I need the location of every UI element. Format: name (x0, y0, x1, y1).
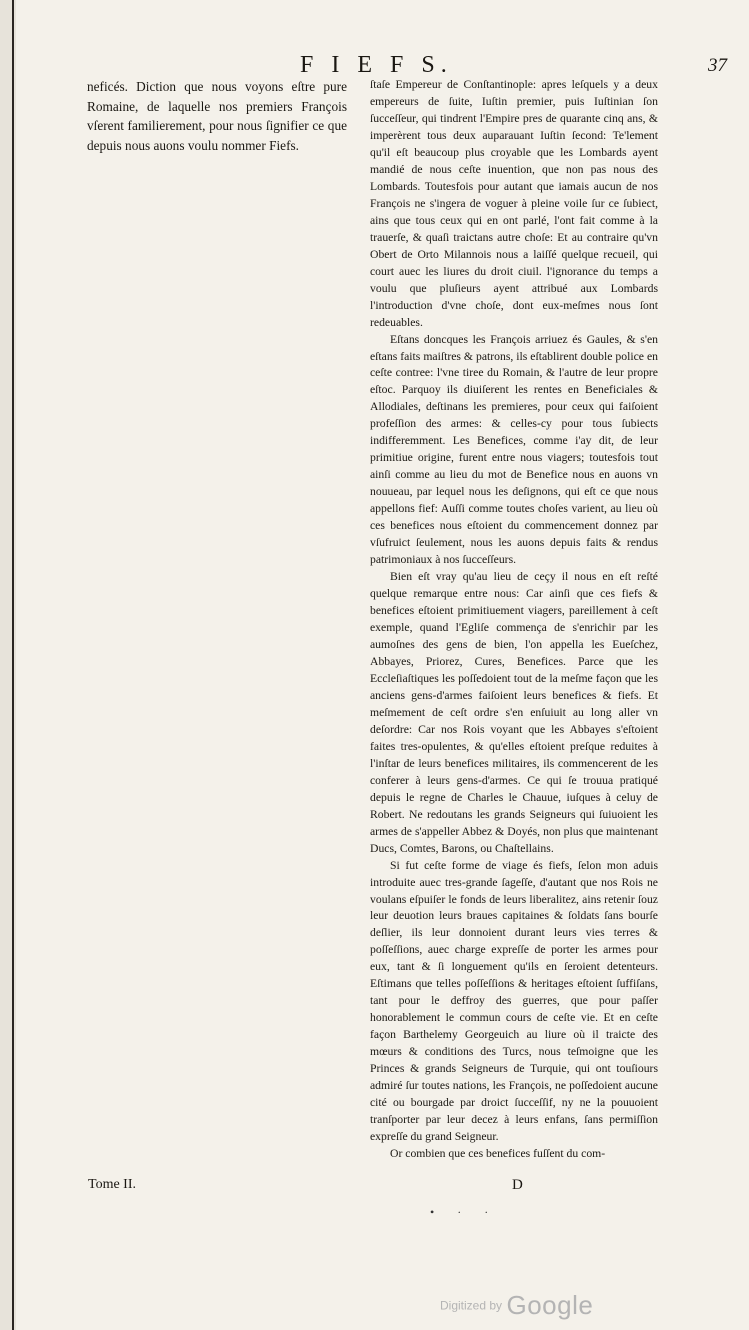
paragraph: Si fut ceſte forme de viage és fiefs, ſelon mon aduis introduite auec tres-grande ſageſſe, d'autant que nos Rois ne voulans eſpuiſer le fonds de leurs liberalitez, ains retenir ſouz leur deuotion leurs braues capitaines & ſoldats ſans bourſe deſlier, ils leur donnoient durant leurs vies terres & poſſeſſions, auec charge expreſſe de porter les armes pour eux, tant & ſi longuement qu'ils en ſeroient detenteurs. Eſtimans que telles poſſeſſions & heritages eſtoient ſuffiſans, tant pour le deffroy des guerres, que pour paſſer honorablement le commun cours de ceſte vie. Et en ceſte façon Barthelemy Georgeuich au liure où il traicte des mœurs & conditions des Turcs, nous teſmoigne que les Princes & grands Seigneurs de Turquie, qui ont touſiours admiré ſur toutes nations, les François, ne poſſedoient aucune cité ou bourgade par droict ſucceſſif, ny ne la pouuoient tranſporter par leur decez à leurs enfans, ſans permiſſion expreſſe du grand Seigneur. (370, 858, 658, 1144)
watermark-prefix: Digitized by (440, 1298, 503, 1313)
paragraph: neficés. Diction que nous voyons eſtre pure Romaine, de laquelle nos premiers François vſerent familierement, pour nous ſignifier ce que depuis nous auons voulu nommer Fiefs. (87, 79, 347, 153)
paragraph: Eſtans doncques les François arriuez és Gaules, & s'en eſtans faits maiſtres & patrons, ils eſtablirent double police en ceſte contree: l'vne tiree du Romain, & l'autre de leur propre eſtoc. Parquoy ils diuiſerent les rentes en Beneficiales & Allodiales, deſtinans les premieres, pour ceux qui faiſoient profeſſion des armes: & celles-cy pour tous ſubiects indifferemment. Les Benefices, comme i'ay dit, de leur primitiue origine, furent entre nous viagers; toutesfois tout ainſi comme au lieu du mot de Benefice nous en auons vn nouueau, par lequel nous les deſignons, qui eſt ce que nous appellons fief: Auſſi comme toutes choſes varient, au lieu où ces benefices nous eſtoient du commencement donnez par vſufruict ſeulement, nous les auons depuis faits & rendus patrimoniaux à nos ſucceſſeurs. (370, 332, 658, 567)
paragraph: Or combien que ces benefices fuſſent du com- (390, 1147, 606, 1161)
text-column-left (87, 77, 347, 155)
google-watermark (440, 1290, 593, 1321)
volume-signature: Tome II. (88, 1177, 137, 1192)
running-title: F I E F S. (300, 52, 453, 78)
signature-mark: D (512, 1177, 523, 1193)
page-header (0, 50, 749, 80)
ornament-dots: • · · (430, 1205, 499, 1219)
google-logo: Google (506, 1290, 594, 1320)
gutter-rule (12, 0, 14, 1330)
text-column-right (370, 77, 658, 1163)
page-gutter (0, 0, 16, 1330)
paragraph: Bien eſt vray qu'au lieu de ceçy il nous en eſt reſté quelque remarque entre nous: Car ainſi que ces fiefs & benefices eſtoient primitiuement viagers, pareillement à ceſt exemple, quand l'Egliſe commença de s'enrichir par les aumoſnes des gens de bien, l'on appella les Eueſchez, Abbayes, Priorez, Cures, Benefices. Parce que les Eccleſiaſtiques les poſſedoient tout de la meſme façon que les anciens gens-d'armes faiſoient leurs benefices & fiefs. Et meſmement de ceſt ordre s'en enſuiuit au long aller vn deſordre: Car nos Rois voyant que les Abbayes s'eſtoient faites tres-opulentes, & qu'elles eſtoient preſque reduites à l'inſtar de leurs benefices militaires, ils commencerent de les conferer à leurs gens-d'armes. Ce qui ſe trouua pratiqué depuis le regne de Charles le Chauue, iuſques à celuy de Robert. Ne redoutans les grands Seigneurs qui ſuiuoient les armes de s'appeller Abbez & Doyés, non plus que maintenant Ducs, Comtes, Barons, ou Chaſtellains. (370, 570, 658, 855)
page-number: 37 (708, 55, 727, 76)
paragraph: ſtaſe Empereur de Conſtantinople: apres leſquels y a deux empereurs de ſuite, Iuſtin premier, puis Iuſtinian ſon ſucceſſeur, qui tindrent l'Empire pres de quarante cinq ans, & imperèrent tous deux auparauant Iuſtin ſecond: Te'lement qu'il eſt beaucoup plus croyable que les Lombards ayent mandié de nous ceſte inuention, que non pas nous des Lombards. Toutesfois pour autant que iamais aucun de nos François ne s'ingera de voguer à pleine voile ſur ce ſubiect, ains que tous ceux qui en ont parlé, l'ont fait comme à la trauerſe, & quaſi traictans autre choſe: Et au contraire qu'vn Obert de Orto Milannois nous a laiſſé quelque recueil, qui court auec les liures du droit ciuil. l'ignorance du temps a voulu que pluſieurs ayent attribué aux Lombards l'introduction d'vne choſe, dont eux-meſmes nous ſont redeuables. (370, 78, 658, 329)
